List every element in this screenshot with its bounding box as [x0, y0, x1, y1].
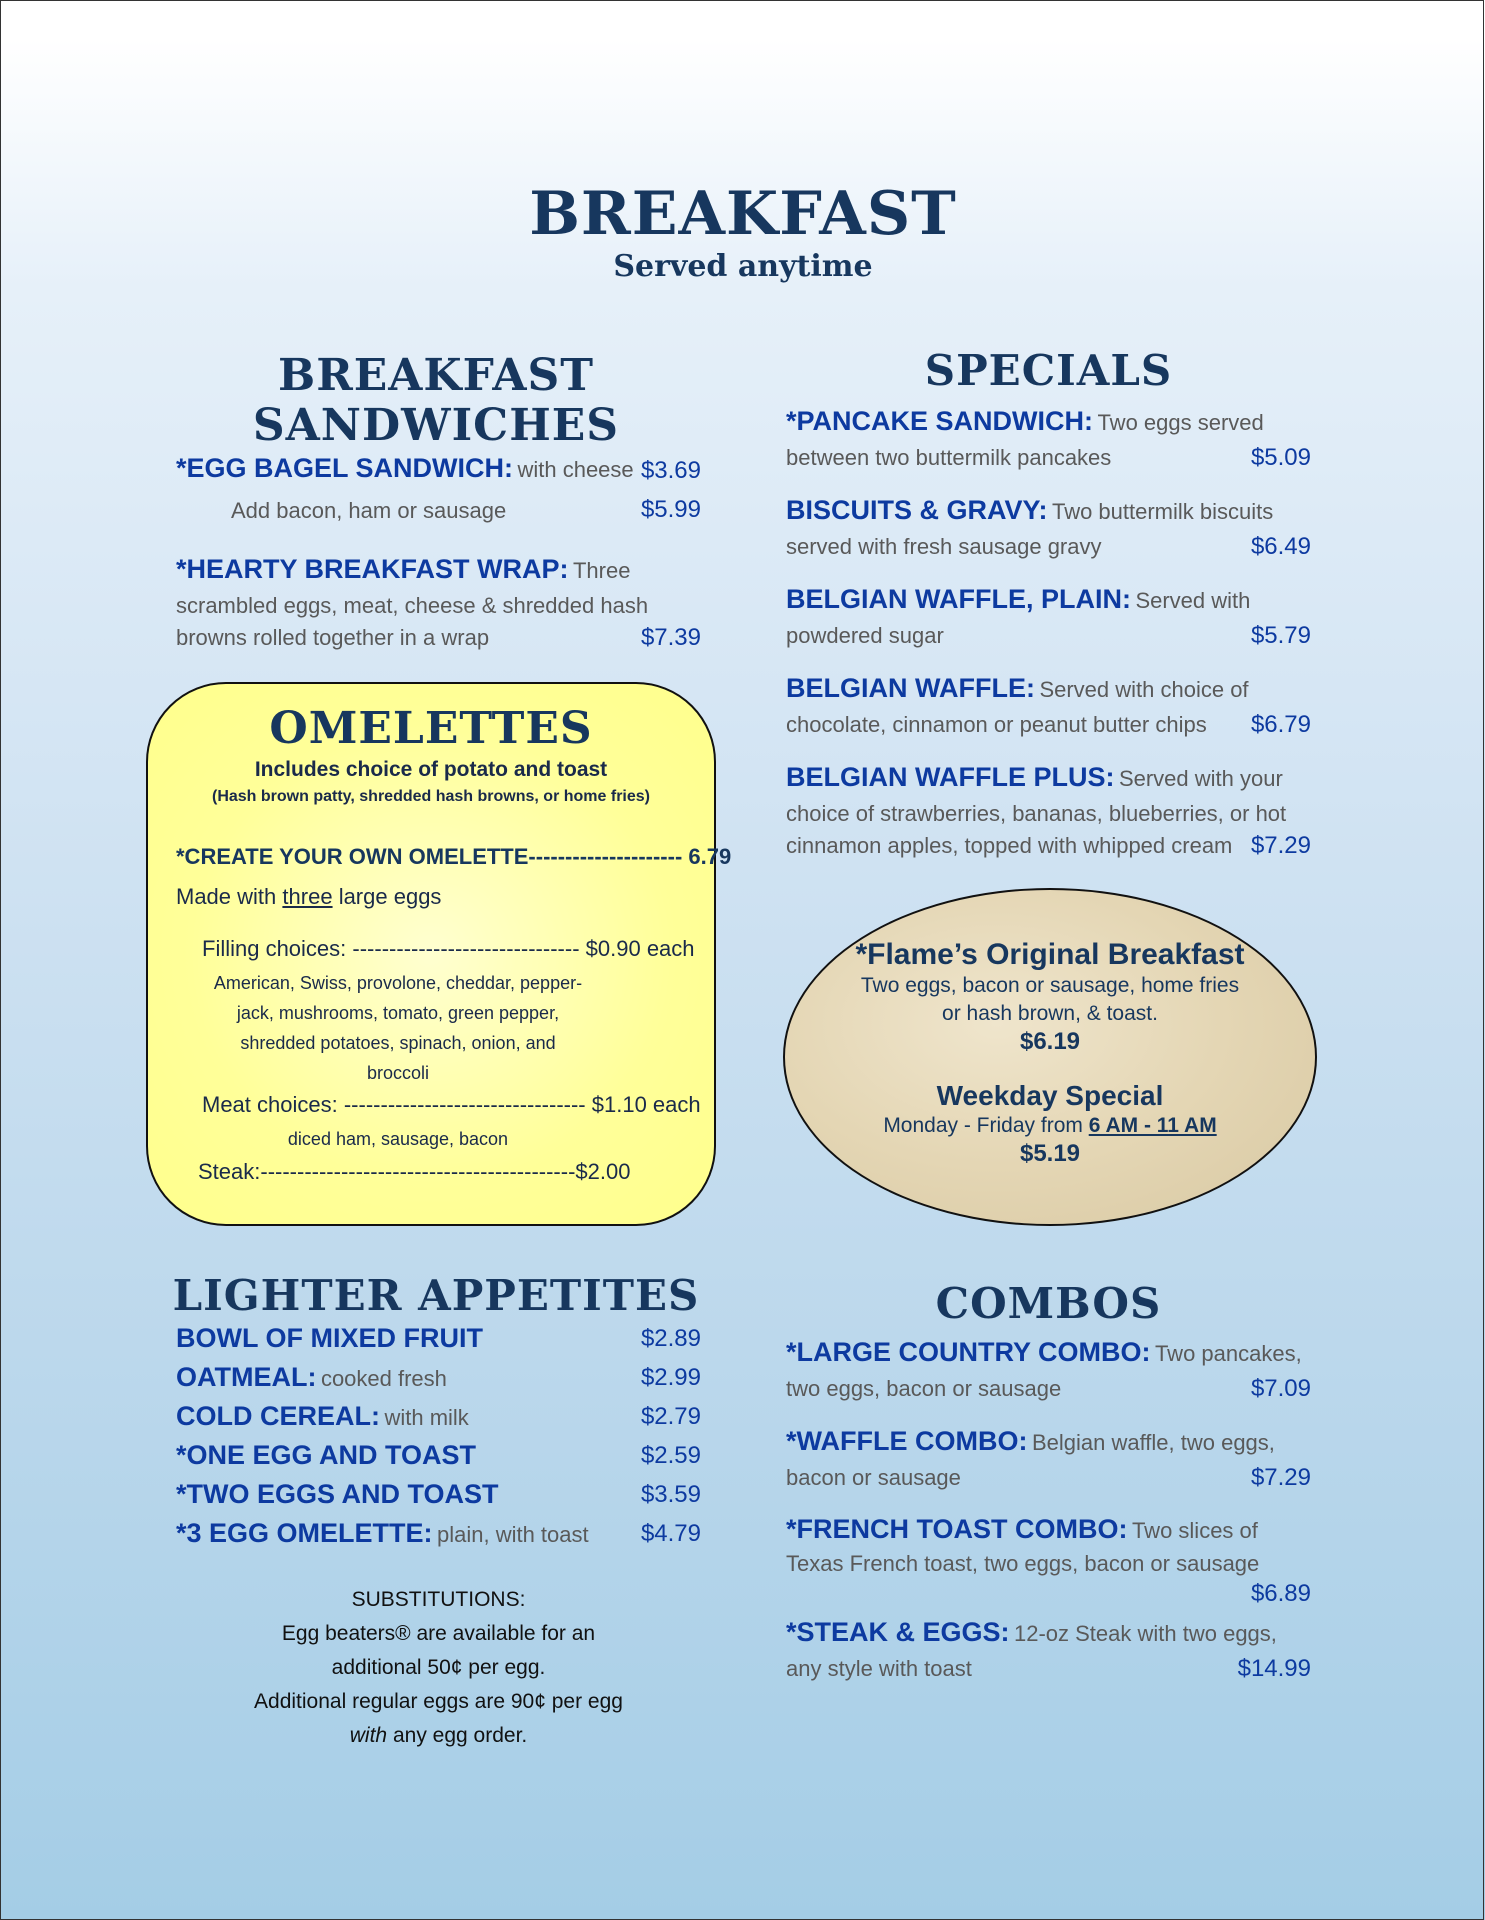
item-desc: between two buttermilk pancakes [786, 445, 1112, 470]
item-desc: browns rolled together in a wrap [176, 625, 490, 650]
item-desc: cinnamon apples, topped with whipped cream [786, 833, 1233, 858]
item-desc: with milk [384, 1405, 469, 1430]
lighter-list [176, 1323, 701, 1557]
list-item [176, 1323, 701, 1362]
menu-item-egg-bagel [176, 453, 701, 484]
item-price: $5.99 [640, 496, 701, 523]
item-name: BOWL OF MIXED FRUIT [176, 1323, 483, 1353]
item-desc: Add bacon, ham or sausage [231, 498, 507, 523]
item-name: *WAFFLE COMBO: [786, 1426, 1028, 1456]
meat-row [202, 1092, 702, 1118]
create-omelette-label: *CREATE YOUR OWN OMELETTE [176, 844, 529, 869]
substitutions-rest: any egg order. [392, 1724, 528, 1747]
item-desc: two eggs, bacon or sausage [786, 1376, 1062, 1401]
list-item [176, 1518, 701, 1557]
item-desc: chocolate, cinnamon or peanut butter chips [786, 712, 1207, 737]
item-price: $5.79 [1250, 622, 1311, 649]
list-item [176, 1362, 701, 1401]
list-item [176, 1440, 701, 1479]
list-item [176, 1401, 701, 1440]
weekday-title: Weekday Special [936, 1080, 1164, 1111]
omelettes-heading: OMELETTES [269, 703, 593, 754]
item-desc: Two eggs served [1097, 410, 1264, 435]
made-with-count: three [282, 884, 333, 909]
item-name: *STEAK & EGGS: [786, 1617, 1010, 1647]
create-omelette-row [176, 844, 732, 870]
item-desc: Belgian waffle, two eggs, [1031, 1430, 1275, 1455]
filling-list [198, 968, 598, 1088]
item-price: $14.99 [1237, 1655, 1311, 1682]
create-omelette-price: 6.79 [688, 844, 732, 869]
weekday-hours: 6 AM - 11 AM [1088, 1114, 1217, 1137]
item-desc: scrambled eggs, meat, cheese & shredded hash [176, 593, 649, 618]
item-price: $7.29 [1250, 832, 1311, 859]
substitutions-line: Egg beaters® are available for an [281, 1622, 596, 1645]
menu-item-belgian-waffle [786, 672, 1311, 741]
item-name: *TWO EGGS AND TOAST [176, 1479, 499, 1509]
item-name: *LARGE COUNTRY COMBO: [786, 1337, 1151, 1367]
steak-label: Steak: [198, 1159, 261, 1184]
menu-item-waffle-combo [786, 1425, 1311, 1494]
item-desc: Two slices of [1131, 1518, 1258, 1543]
page-title: BREAKFAST [529, 179, 957, 249]
item-desc: powdered sugar [786, 623, 944, 648]
menu-item-pancake-sandwich [786, 405, 1311, 474]
item-name: COLD CEREAL: [176, 1401, 380, 1431]
item-price: $2.89 [640, 1325, 701, 1352]
made-with-line [176, 884, 441, 910]
item-name: BELGIAN WAFFLE PLUS: [786, 762, 1115, 792]
item-price: $5.09 [1250, 444, 1311, 471]
filling-list-line: broccoli [366, 1063, 430, 1083]
item-desc: with cheese [517, 457, 634, 482]
menu-item-biscuits-gravy [786, 494, 1311, 563]
item-desc: Three [572, 558, 631, 583]
substitutions-title: SUBSTITUTIONS: [351, 1588, 526, 1611]
page-subtitle: Served anytime [613, 249, 873, 284]
omelettes-potato-options: (Hash brown patty, shredded hash browns, or home fries) [212, 788, 650, 805]
omelettes-box [146, 682, 732, 1226]
item-name: *3 EGG OMELETTE: [176, 1518, 433, 1548]
item-name: *FRENCH TOAST COMBO: [786, 1514, 1128, 1544]
item-desc: choice of strawberries, bananas, blueberries, or hot [786, 801, 1287, 826]
meat-label: Meat choices: [202, 1092, 338, 1117]
item-price: $4.79 [640, 1520, 701, 1547]
item-price: $3.59 [640, 1481, 701, 1508]
sandwiches-heading-line1: BREAKFAST [278, 350, 594, 401]
flame-content [785, 938, 1315, 1168]
item-name: *EGG BAGEL SANDWICH: [176, 453, 514, 483]
item-price: $2.99 [640, 1364, 701, 1391]
item-price: $7.29 [1250, 1464, 1311, 1491]
item-price: $7.39 [640, 624, 701, 651]
menu-item-egg-bagel-addon [231, 498, 701, 524]
weekday-pre: Monday - Friday from [883, 1114, 1083, 1137]
item-desc: 12-oz Steak with two eggs, [1013, 1621, 1277, 1646]
menu-item-steak-eggs [786, 1616, 1311, 1685]
item-price: $6.49 [1250, 533, 1311, 560]
item-desc: cooked fresh [320, 1366, 447, 1391]
sandwiches-heading [161, 351, 711, 451]
substitutions-emphasis: with [349, 1724, 388, 1747]
item-price: $6.79 [1250, 711, 1311, 738]
weekday-price: $5.19 [1019, 1140, 1081, 1167]
meat-price: $1.10 each [591, 1092, 701, 1117]
item-desc: Texas French toast, two eggs, bacon or sausage [786, 1551, 1260, 1576]
steak-price: $2.00 [575, 1159, 631, 1184]
flame-special-oval [783, 888, 1317, 1226]
menu-item-belgian-waffle-plus [786, 761, 1311, 862]
substitutions-line: additional 50¢ per egg. [331, 1656, 546, 1679]
item-name: *ONE EGG AND TOAST [176, 1440, 477, 1470]
substitutions-line [176, 1719, 701, 1753]
dashes: --------------------------------- [343, 1092, 586, 1117]
item-desc: Served with your [1118, 766, 1283, 791]
filling-list-line: jack, mushrooms, tomato, green pepper, [236, 1003, 560, 1023]
item-name: BELGIAN WAFFLE, PLAIN: [786, 584, 1131, 614]
filling-row [202, 936, 702, 962]
item-desc: Served with [1135, 588, 1251, 613]
item-price: $3.69 [640, 457, 701, 484]
item-name: OATMEAL: [176, 1362, 317, 1392]
flame-price: $6.19 [1019, 1028, 1081, 1055]
item-name: *HEARTY BREAKFAST WRAP: [176, 554, 569, 584]
substitutions-line: Additional regular eggs are 90¢ per egg [254, 1690, 623, 1713]
sandwiches-heading-line2: SANDWICHES [252, 400, 620, 451]
item-name: *PANCAKE SANDWICH: [786, 406, 1093, 436]
menu-item-belgian-waffle-plain [786, 583, 1311, 652]
item-desc: any style with toast [786, 1656, 972, 1681]
flame-desc: Two eggs, bacon or sausage, home fries [860, 974, 1240, 997]
flame-title: *Flame’s Original Breakfast [855, 938, 1245, 971]
list-item [176, 1479, 701, 1518]
specials-heading: SPECIALS [924, 346, 1173, 395]
combos-heading: COMBOS [935, 1279, 1162, 1328]
item-desc: plain, with toast [436, 1522, 589, 1547]
item-desc: served with fresh sausage gravy [786, 534, 1102, 559]
made-with-post: large eggs [338, 884, 442, 909]
item-price: $2.59 [640, 1442, 701, 1469]
item-price: $6.89 [1250, 1580, 1311, 1607]
menu-item-breakfast-wrap [176, 553, 701, 654]
filling-list-line: shredded potatoes, spinach, onion, and [240, 1033, 556, 1053]
meat-list: diced ham, sausage, bacon [287, 1129, 509, 1149]
dashes: --------------------- [528, 844, 683, 869]
dashes: ------------------------------------------- [260, 1159, 576, 1184]
filling-label: Filling choices: [202, 936, 347, 961]
item-desc: bacon or sausage [786, 1465, 961, 1490]
item-desc: Two buttermilk biscuits [1051, 499, 1274, 524]
item-desc: Two pancakes, [1154, 1341, 1302, 1366]
omelettes-includes: Includes choice of potato and toast [254, 758, 608, 781]
weekday-hours-line [785, 1114, 1315, 1138]
filling-list-line: American, Swiss, provolone, cheddar, pepper- [213, 973, 583, 993]
menu-item-country-combo [786, 1336, 1311, 1405]
substitutions [176, 1583, 701, 1753]
item-price: $7.09 [1250, 1375, 1311, 1402]
lighter-heading: LIGHTER APPETITES [172, 1271, 700, 1320]
dashes: ------------------------------- [352, 936, 580, 961]
item-price: $2.79 [640, 1403, 701, 1430]
flame-desc: or hash brown, & toast. [942, 1002, 1158, 1025]
menu-item-french-toast-combo [786, 1514, 1311, 1612]
item-name: BELGIAN WAFFLE: [786, 673, 1035, 703]
item-name: BISCUITS & GRAVY: [786, 495, 1048, 525]
filling-price: $0.90 each [585, 936, 695, 961]
made-with-pre: Made with [176, 884, 277, 909]
steak-row [198, 1159, 648, 1185]
item-desc: Served with choice of [1039, 677, 1249, 702]
